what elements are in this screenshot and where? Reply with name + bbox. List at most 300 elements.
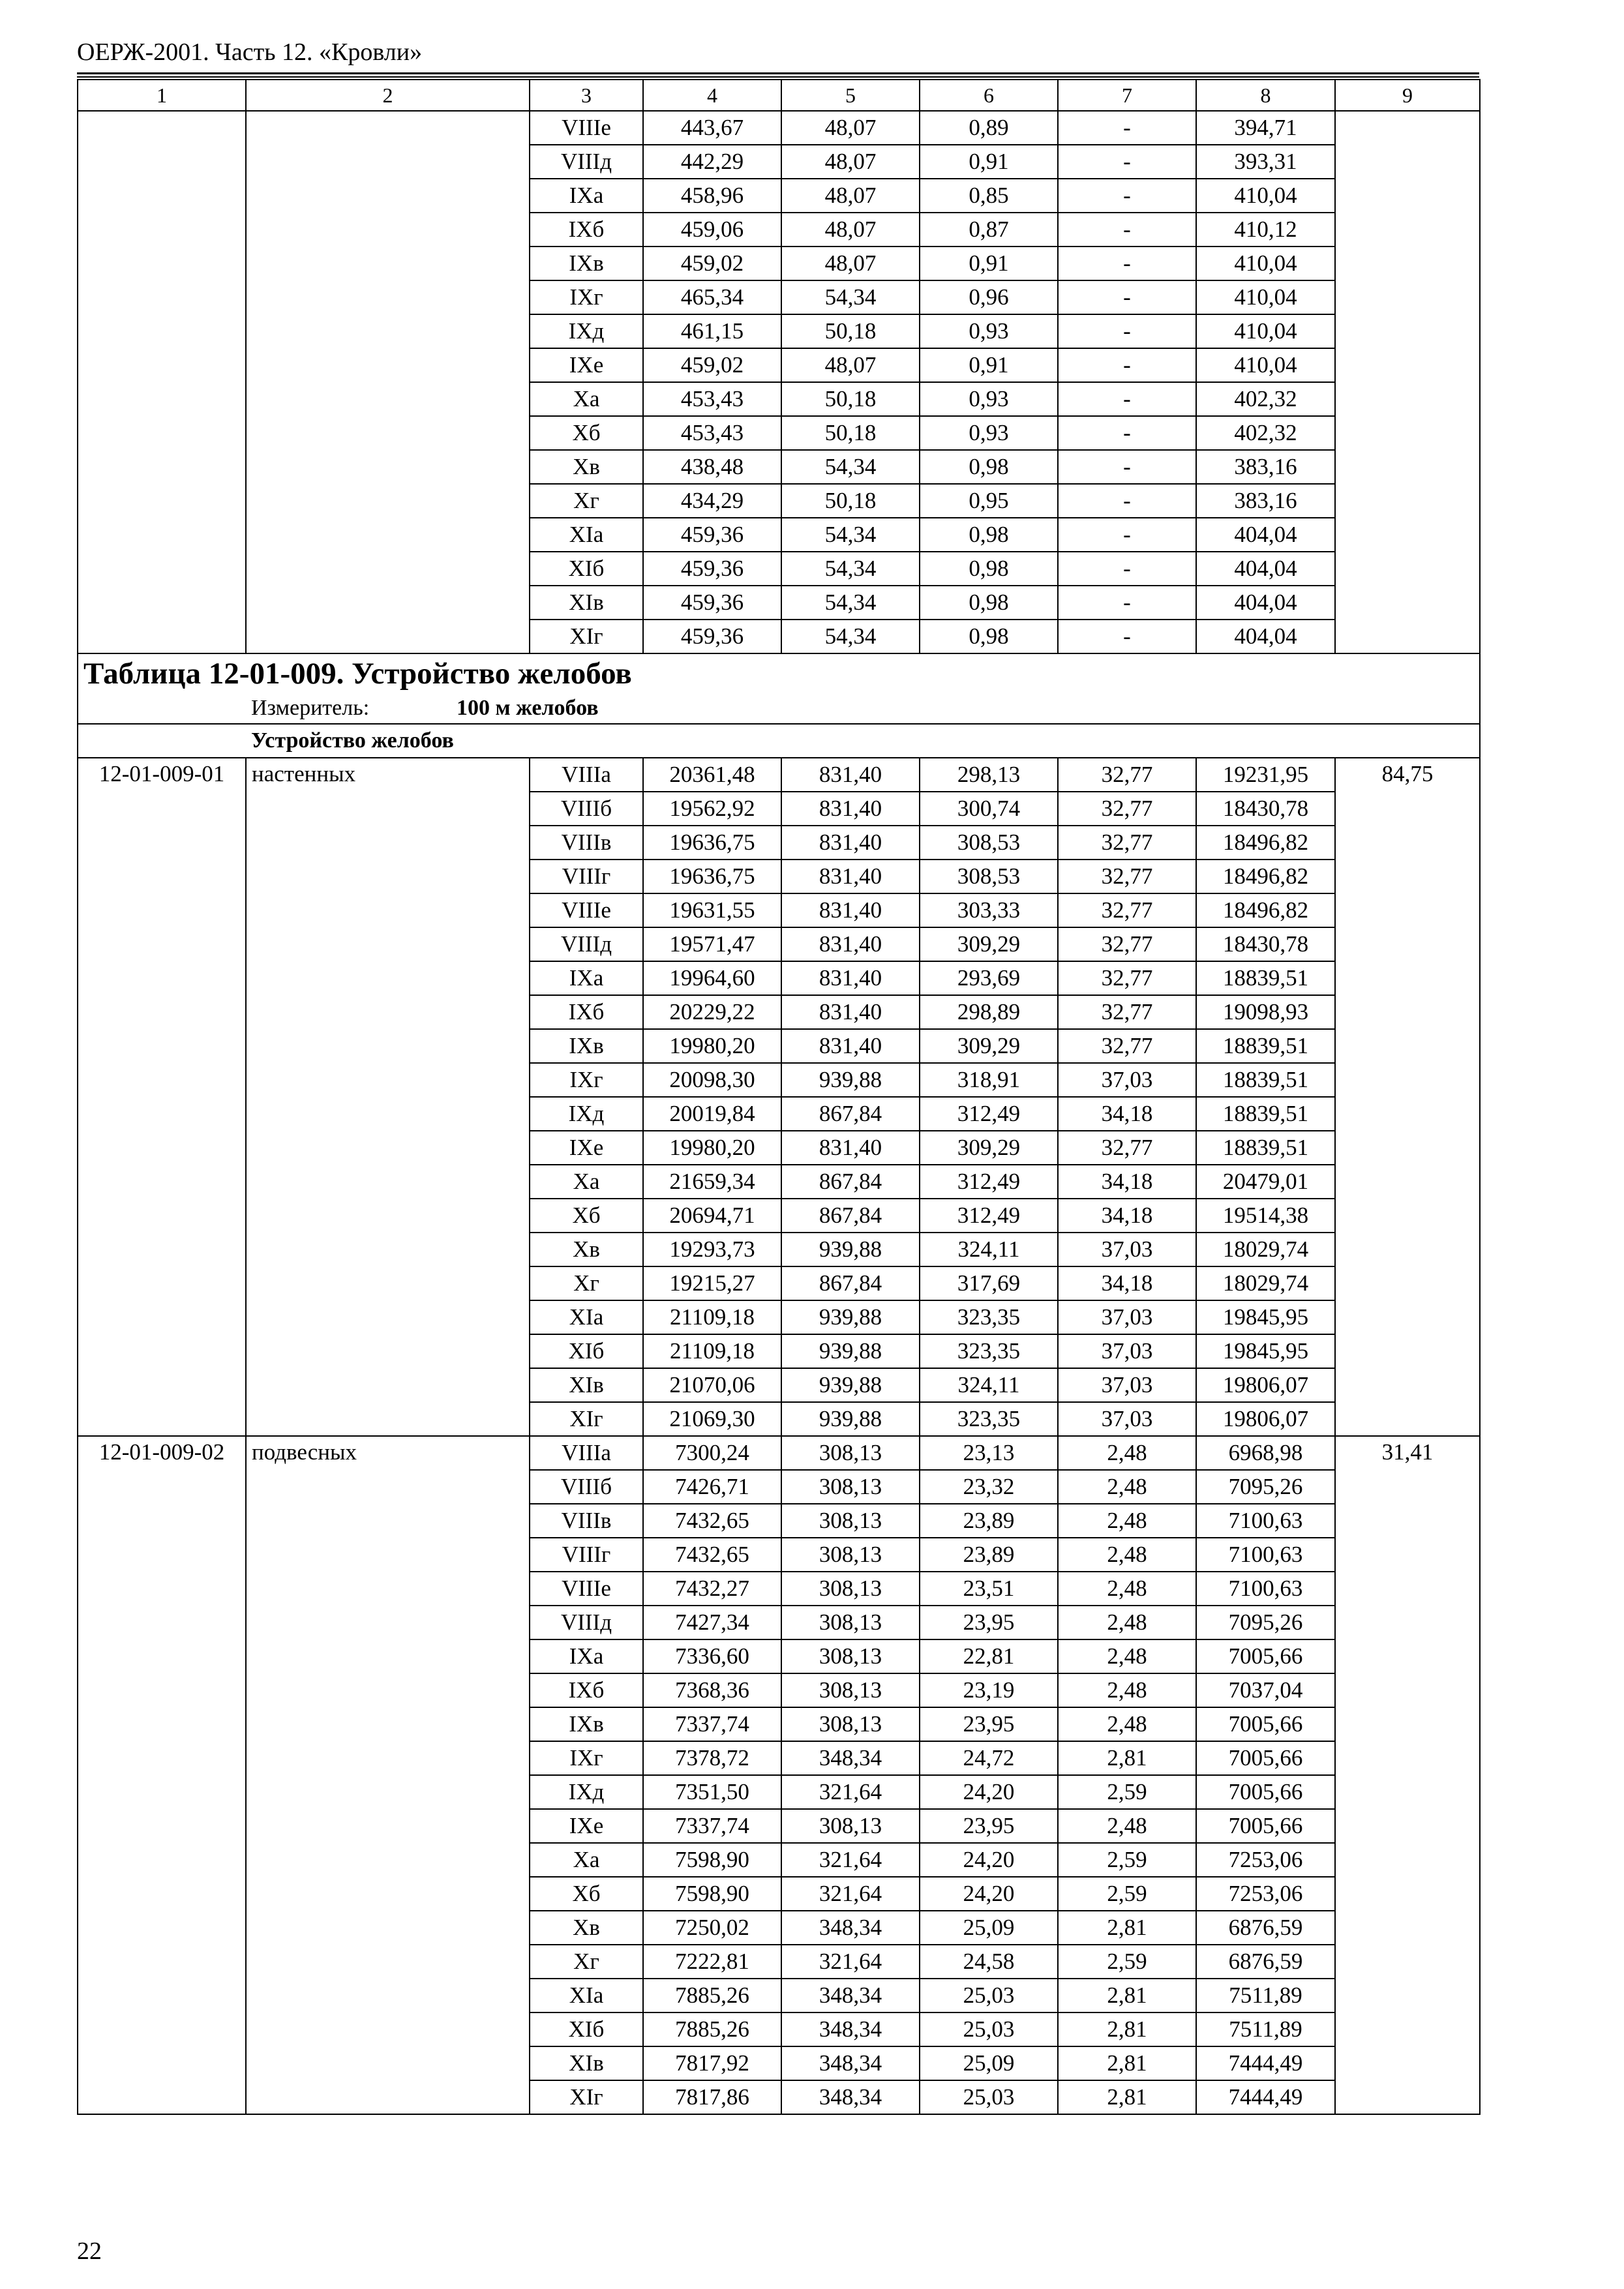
value-cell: 25,03 xyxy=(920,2080,1058,2114)
code-cell xyxy=(78,111,246,653)
value-cell: 48,07 xyxy=(781,247,920,280)
value-cell: 461,15 xyxy=(643,314,781,348)
value-cell: 37,03 xyxy=(1058,1402,1196,1436)
value-cell: 0,91 xyxy=(920,247,1058,280)
value-cell: 32,77 xyxy=(1058,758,1196,792)
zone-cell: XIа xyxy=(530,1300,643,1334)
value-cell: 348,34 xyxy=(781,2046,920,2080)
zone-cell: XIг xyxy=(530,1402,643,1436)
col9-cell: 84,75 xyxy=(1335,758,1480,1436)
value-cell: 459,06 xyxy=(643,213,781,247)
value-cell: 312,49 xyxy=(920,1165,1058,1199)
value-cell: 7444,49 xyxy=(1196,2046,1335,2080)
value-cell: 25,09 xyxy=(920,2046,1058,2080)
value-cell: 7432,27 xyxy=(643,1572,781,1606)
value-cell: 939,88 xyxy=(781,1233,920,1266)
value-cell: 34,18 xyxy=(1058,1165,1196,1199)
value-cell: 323,35 xyxy=(920,1300,1058,1334)
value-cell: - xyxy=(1058,179,1196,213)
column-header: 8 xyxy=(1196,80,1335,111)
value-cell: 24,20 xyxy=(920,1843,1058,1877)
value-cell: 48,07 xyxy=(781,213,920,247)
value-cell: - xyxy=(1058,348,1196,382)
value-cell: 831,40 xyxy=(781,961,920,995)
code-cell: 12-01-009-01 xyxy=(78,758,246,1436)
value-cell: 7444,49 xyxy=(1196,2080,1335,2114)
value-cell: 298,13 xyxy=(920,758,1058,792)
value-cell: 7222,81 xyxy=(643,1945,781,1979)
value-cell: - xyxy=(1058,484,1196,518)
zone-cell: Xг xyxy=(530,1266,643,1300)
value-cell: 37,03 xyxy=(1058,1233,1196,1266)
value-cell: 410,12 xyxy=(1196,213,1335,247)
value-cell: 308,13 xyxy=(781,1504,920,1538)
value-cell: 321,64 xyxy=(781,1843,920,1877)
value-cell: 0,91 xyxy=(920,145,1058,179)
value-cell: 32,77 xyxy=(1058,826,1196,860)
value-cell: 6876,59 xyxy=(1196,1911,1335,1945)
name-cell: настенных xyxy=(246,758,530,1436)
zone-cell: Xб xyxy=(530,1199,643,1233)
zone-cell: IXг xyxy=(530,280,643,314)
value-cell: 7817,92 xyxy=(643,2046,781,2080)
zone-cell: IXг xyxy=(530,1063,643,1097)
value-cell: 2,48 xyxy=(1058,1538,1196,1572)
value-cell: 308,13 xyxy=(781,1606,920,1639)
value-cell: 324,11 xyxy=(920,1368,1058,1402)
value-cell: - xyxy=(1058,450,1196,484)
value-cell: 298,89 xyxy=(920,995,1058,1029)
value-cell: 34,18 xyxy=(1058,1097,1196,1131)
value-cell: 32,77 xyxy=(1058,1029,1196,1063)
value-cell: 308,13 xyxy=(781,1673,920,1707)
value-cell: 324,11 xyxy=(920,1233,1058,1266)
value-cell: 54,34 xyxy=(781,518,920,552)
value-cell: 23,13 xyxy=(920,1436,1058,1470)
value-cell: 7100,63 xyxy=(1196,1538,1335,1572)
value-cell: 317,69 xyxy=(920,1266,1058,1300)
value-cell: 308,13 xyxy=(781,1470,920,1504)
value-cell: 32,77 xyxy=(1058,893,1196,927)
section-row xyxy=(78,724,1480,758)
value-cell: 7005,66 xyxy=(1196,1707,1335,1741)
value-cell: 19293,73 xyxy=(643,1233,781,1266)
value-cell: 323,35 xyxy=(920,1334,1058,1368)
value-cell: 50,18 xyxy=(781,314,920,348)
column-header: 4 xyxy=(643,80,781,111)
value-cell: 2,48 xyxy=(1058,1572,1196,1606)
value-cell: 7427,34 xyxy=(643,1606,781,1639)
value-cell: 37,03 xyxy=(1058,1334,1196,1368)
value-cell: 0,89 xyxy=(920,111,1058,145)
zone-cell: IXв xyxy=(530,247,643,280)
zone-cell: IXе xyxy=(530,1809,643,1843)
value-cell: 300,74 xyxy=(920,792,1058,826)
measure-label: Измеритель: xyxy=(251,696,370,720)
value-cell: 348,34 xyxy=(781,2080,920,2114)
header-rule-thin xyxy=(77,76,1479,78)
value-cell: 2,59 xyxy=(1058,1945,1196,1979)
value-cell: 54,34 xyxy=(781,450,920,484)
value-cell: 7005,66 xyxy=(1196,1775,1335,1809)
value-cell: 2,48 xyxy=(1058,1470,1196,1504)
value-cell: 6968,98 xyxy=(1196,1436,1335,1470)
value-cell: 54,34 xyxy=(781,552,920,586)
value-cell: 2,48 xyxy=(1058,1606,1196,1639)
value-cell: 383,16 xyxy=(1196,450,1335,484)
value-cell: - xyxy=(1058,382,1196,416)
zone-cell: VIIIд xyxy=(530,927,643,961)
value-cell: 7337,74 xyxy=(643,1809,781,1843)
value-cell: 34,18 xyxy=(1058,1199,1196,1233)
value-cell: 37,03 xyxy=(1058,1368,1196,1402)
value-cell: 2,48 xyxy=(1058,1809,1196,1843)
value-cell: 2,48 xyxy=(1058,1673,1196,1707)
value-cell: 24,58 xyxy=(920,1945,1058,1979)
value-cell: 19098,93 xyxy=(1196,995,1335,1029)
value-cell: 0,98 xyxy=(920,620,1058,653)
value-cell: 7432,65 xyxy=(643,1538,781,1572)
value-cell: 32,77 xyxy=(1058,995,1196,1029)
column-header: 2 xyxy=(246,80,530,111)
value-cell: 18496,82 xyxy=(1196,893,1335,927)
value-cell: - xyxy=(1058,586,1196,620)
value-cell: 7005,66 xyxy=(1196,1639,1335,1673)
value-cell: 7598,90 xyxy=(643,1877,781,1911)
zone-cell: IXв xyxy=(530,1707,643,1741)
value-cell: 7368,36 xyxy=(643,1673,781,1707)
table-row xyxy=(78,111,1480,145)
value-cell: 7432,65 xyxy=(643,1504,781,1538)
value-cell: 453,43 xyxy=(643,416,781,450)
zone-cell: VIIIе xyxy=(530,893,643,927)
value-cell: 2,48 xyxy=(1058,1639,1196,1673)
value-cell: 0,95 xyxy=(920,484,1058,518)
value-cell: - xyxy=(1058,247,1196,280)
value-cell: 32,77 xyxy=(1058,792,1196,826)
table-title-row xyxy=(78,653,1480,693)
value-cell: - xyxy=(1058,620,1196,653)
measure-cell xyxy=(78,693,1480,724)
value-cell: 25,03 xyxy=(920,1979,1058,2012)
column-header: 5 xyxy=(781,80,920,111)
zone-cell: VIIIд xyxy=(530,145,643,179)
value-cell: 2,48 xyxy=(1058,1504,1196,1538)
value-cell: 23,95 xyxy=(920,1809,1058,1843)
value-cell: 48,07 xyxy=(781,111,920,145)
value-cell: 19215,27 xyxy=(643,1266,781,1300)
value-cell: 383,16 xyxy=(1196,484,1335,518)
column-header-row xyxy=(78,80,1480,111)
value-cell: 434,29 xyxy=(643,484,781,518)
column-header: 1 xyxy=(78,80,246,111)
value-cell: 410,04 xyxy=(1196,348,1335,382)
value-cell: 19845,95 xyxy=(1196,1334,1335,1368)
value-cell: 939,88 xyxy=(781,1300,920,1334)
value-cell: 23,89 xyxy=(920,1504,1058,1538)
value-cell: 20098,30 xyxy=(643,1063,781,1097)
value-cell: 348,34 xyxy=(781,1911,920,1945)
value-cell: 321,64 xyxy=(781,1877,920,1911)
zone-cell: IXб xyxy=(530,1673,643,1707)
value-cell: 404,04 xyxy=(1196,552,1335,586)
value-cell: - xyxy=(1058,552,1196,586)
value-cell: 939,88 xyxy=(781,1402,920,1436)
value-cell: 0,91 xyxy=(920,348,1058,382)
zone-cell: IXе xyxy=(530,348,643,382)
code-cell: 12-01-009-02 xyxy=(78,1436,246,2114)
value-cell: 308,13 xyxy=(781,1436,920,1470)
value-cell: 0,85 xyxy=(920,179,1058,213)
value-cell: 394,71 xyxy=(1196,111,1335,145)
zone-cell: XIг xyxy=(530,620,643,653)
value-cell: 0,98 xyxy=(920,518,1058,552)
value-cell: 18430,78 xyxy=(1196,927,1335,961)
value-cell: 19980,20 xyxy=(643,1131,781,1165)
value-cell: 459,36 xyxy=(643,586,781,620)
zone-cell: VIIIе xyxy=(530,1572,643,1606)
value-cell: 404,04 xyxy=(1196,518,1335,552)
zone-cell: XIб xyxy=(530,2012,643,2046)
value-cell: 24,72 xyxy=(920,1741,1058,1775)
value-cell: 19636,75 xyxy=(643,860,781,893)
value-cell: 939,88 xyxy=(781,1368,920,1402)
value-cell: 19231,95 xyxy=(1196,758,1335,792)
value-cell: 308,13 xyxy=(781,1572,920,1606)
measure-row xyxy=(78,693,1480,724)
value-cell: 7100,63 xyxy=(1196,1504,1335,1538)
value-cell: 2,81 xyxy=(1058,1911,1196,1945)
value-cell: 7511,89 xyxy=(1196,2012,1335,2046)
zone-cell: IXд xyxy=(530,1775,643,1809)
value-cell: 48,07 xyxy=(781,145,920,179)
value-cell: 323,35 xyxy=(920,1402,1058,1436)
value-cell: 20361,48 xyxy=(643,758,781,792)
value-cell: 831,40 xyxy=(781,826,920,860)
value-cell: 19806,07 xyxy=(1196,1368,1335,1402)
zone-cell: IXб xyxy=(530,995,643,1029)
zone-cell: XIв xyxy=(530,1368,643,1402)
value-cell: 23,51 xyxy=(920,1572,1058,1606)
col9-cell xyxy=(1335,111,1480,653)
column-header: 7 xyxy=(1058,80,1196,111)
value-cell: 7511,89 xyxy=(1196,1979,1335,2012)
value-cell: 7885,26 xyxy=(643,1979,781,2012)
value-cell: 7100,63 xyxy=(1196,1572,1335,1606)
value-cell: 831,40 xyxy=(781,893,920,927)
zone-cell: IXе xyxy=(530,1131,643,1165)
value-cell: 21109,18 xyxy=(643,1334,781,1368)
value-cell: 54,34 xyxy=(781,586,920,620)
zone-cell: VIIIг xyxy=(530,1538,643,1572)
value-cell: 2,81 xyxy=(1058,1741,1196,1775)
value-cell: 2,48 xyxy=(1058,1436,1196,1470)
value-cell: 18430,78 xyxy=(1196,792,1335,826)
zone-cell: IXд xyxy=(530,1097,643,1131)
value-cell: 453,43 xyxy=(643,382,781,416)
value-cell: 348,34 xyxy=(781,1979,920,2012)
col9-cell: 31,41 xyxy=(1335,1436,1480,2114)
value-cell: 2,81 xyxy=(1058,2046,1196,2080)
value-cell: 831,40 xyxy=(781,792,920,826)
value-cell: 443,67 xyxy=(643,111,781,145)
value-cell: 32,77 xyxy=(1058,961,1196,995)
value-cell: 2,59 xyxy=(1058,1775,1196,1809)
value-cell: - xyxy=(1058,518,1196,552)
value-cell: 309,29 xyxy=(920,927,1058,961)
value-cell: 18839,51 xyxy=(1196,1097,1335,1131)
value-cell: 48,07 xyxy=(781,348,920,382)
name-cell: подвесных xyxy=(246,1436,530,2114)
value-cell: 19562,92 xyxy=(643,792,781,826)
value-cell: 2,81 xyxy=(1058,2080,1196,2114)
value-cell: 34,18 xyxy=(1058,1266,1196,1300)
value-cell: 7426,71 xyxy=(643,1470,781,1504)
zone-cell: VIIIа xyxy=(530,1436,643,1470)
value-cell: 7885,26 xyxy=(643,2012,781,2046)
column-header: 3 xyxy=(530,80,643,111)
value-cell: 831,40 xyxy=(781,1131,920,1165)
value-cell: 7095,26 xyxy=(1196,1470,1335,1504)
value-cell: 7253,06 xyxy=(1196,1843,1335,1877)
value-cell: 308,13 xyxy=(781,1538,920,1572)
value-cell: 867,84 xyxy=(781,1097,920,1131)
value-cell: 7351,50 xyxy=(643,1775,781,1809)
zone-cell: XIв xyxy=(530,586,643,620)
value-cell: 21070,06 xyxy=(643,1368,781,1402)
value-cell: 7037,04 xyxy=(1196,1673,1335,1707)
zone-cell: VIIIб xyxy=(530,1470,643,1504)
zone-cell: IXб xyxy=(530,213,643,247)
zone-cell: Xв xyxy=(530,1233,643,1266)
value-cell: 321,64 xyxy=(781,1945,920,1979)
value-cell: 18839,51 xyxy=(1196,961,1335,995)
value-cell: 410,04 xyxy=(1196,314,1335,348)
value-cell: 21659,34 xyxy=(643,1165,781,1199)
zone-cell: XIб xyxy=(530,1334,643,1368)
zone-cell: VIIIд xyxy=(530,1606,643,1639)
value-cell: 19964,60 xyxy=(643,961,781,995)
value-cell: 459,02 xyxy=(643,247,781,280)
value-cell: 25,03 xyxy=(920,2012,1058,2046)
value-cell: - xyxy=(1058,314,1196,348)
value-cell: 410,04 xyxy=(1196,280,1335,314)
value-cell: 410,04 xyxy=(1196,247,1335,280)
value-cell: 7817,86 xyxy=(643,2080,781,2114)
value-cell: 18496,82 xyxy=(1196,826,1335,860)
value-cell: 22,81 xyxy=(920,1639,1058,1673)
zone-cell: Xа xyxy=(530,1165,643,1199)
column-header: 6 xyxy=(920,80,1058,111)
zone-cell: Xб xyxy=(530,1877,643,1911)
value-cell: 0,93 xyxy=(920,382,1058,416)
page-number: 22 xyxy=(77,2237,102,2265)
value-cell: 308,53 xyxy=(920,860,1058,893)
value-cell: 308,13 xyxy=(781,1707,920,1741)
value-cell: - xyxy=(1058,213,1196,247)
value-cell: 402,32 xyxy=(1196,382,1335,416)
value-cell: 438,48 xyxy=(643,450,781,484)
value-cell: 0,87 xyxy=(920,213,1058,247)
value-cell: 459,36 xyxy=(643,552,781,586)
section-title: Устройство желобов xyxy=(78,724,1480,758)
value-cell: 19571,47 xyxy=(643,927,781,961)
value-cell: 18839,51 xyxy=(1196,1063,1335,1097)
column-header: 9 xyxy=(1335,80,1480,111)
table-row xyxy=(78,758,1480,792)
value-cell: 308,13 xyxy=(781,1809,920,1843)
zone-cell: IXг xyxy=(530,1741,643,1775)
value-cell: 18029,74 xyxy=(1196,1266,1335,1300)
zone-cell: VIIIг xyxy=(530,860,643,893)
value-cell: 0,98 xyxy=(920,586,1058,620)
value-cell: 459,36 xyxy=(643,518,781,552)
value-cell: 37,03 xyxy=(1058,1063,1196,1097)
zone-cell: XIв xyxy=(530,2046,643,2080)
zone-cell: Xб xyxy=(530,416,643,450)
zone-cell: IXв xyxy=(530,1029,643,1063)
value-cell: 348,34 xyxy=(781,2012,920,2046)
value-cell: 465,34 xyxy=(643,280,781,314)
value-cell: 19514,38 xyxy=(1196,1199,1335,1233)
value-cell: 18839,51 xyxy=(1196,1131,1335,1165)
value-cell: 7253,06 xyxy=(1196,1877,1335,1911)
zone-cell: Xа xyxy=(530,1843,643,1877)
value-cell: 32,77 xyxy=(1058,927,1196,961)
zone-cell: IXд xyxy=(530,314,643,348)
value-cell: 303,33 xyxy=(920,893,1058,927)
zone-cell: Xа xyxy=(530,382,643,416)
value-cell: 2,81 xyxy=(1058,2012,1196,2046)
value-cell: 18029,74 xyxy=(1196,1233,1335,1266)
value-cell: 309,29 xyxy=(920,1029,1058,1063)
value-cell: 404,04 xyxy=(1196,620,1335,653)
value-cell: 20479,01 xyxy=(1196,1165,1335,1199)
name-cell xyxy=(246,111,530,653)
value-cell: 442,29 xyxy=(643,145,781,179)
header-rule xyxy=(77,72,1479,74)
value-cell: 312,49 xyxy=(920,1097,1058,1131)
value-cell: 7378,72 xyxy=(643,1741,781,1775)
value-cell: 6876,59 xyxy=(1196,1945,1335,1979)
value-cell: 24,20 xyxy=(920,1775,1058,1809)
value-cell: 7598,90 xyxy=(643,1843,781,1877)
value-cell: 23,89 xyxy=(920,1538,1058,1572)
value-cell: 20694,71 xyxy=(643,1199,781,1233)
zone-cell: XIа xyxy=(530,1979,643,2012)
zone-cell: VIIIе xyxy=(530,111,643,145)
value-cell: 20019,84 xyxy=(643,1097,781,1131)
value-cell: 939,88 xyxy=(781,1334,920,1368)
zone-cell: IXа xyxy=(530,1639,643,1673)
value-cell: 2,48 xyxy=(1058,1707,1196,1741)
value-cell: 410,04 xyxy=(1196,179,1335,213)
value-cell: 458,96 xyxy=(643,179,781,213)
value-cell: 50,18 xyxy=(781,416,920,450)
zone-cell: XIа xyxy=(530,518,643,552)
value-cell: 7337,74 xyxy=(643,1707,781,1741)
value-cell: 867,84 xyxy=(781,1199,920,1233)
value-cell: 20229,22 xyxy=(643,995,781,1029)
table-row xyxy=(78,1436,1480,1470)
value-cell: 21069,30 xyxy=(643,1402,781,1436)
value-cell: 19845,95 xyxy=(1196,1300,1335,1334)
value-cell: 2,81 xyxy=(1058,1979,1196,2012)
value-cell: 867,84 xyxy=(781,1266,920,1300)
value-cell: 23,95 xyxy=(920,1606,1058,1639)
value-cell: 19631,55 xyxy=(643,893,781,927)
value-cell: 19980,20 xyxy=(643,1029,781,1063)
